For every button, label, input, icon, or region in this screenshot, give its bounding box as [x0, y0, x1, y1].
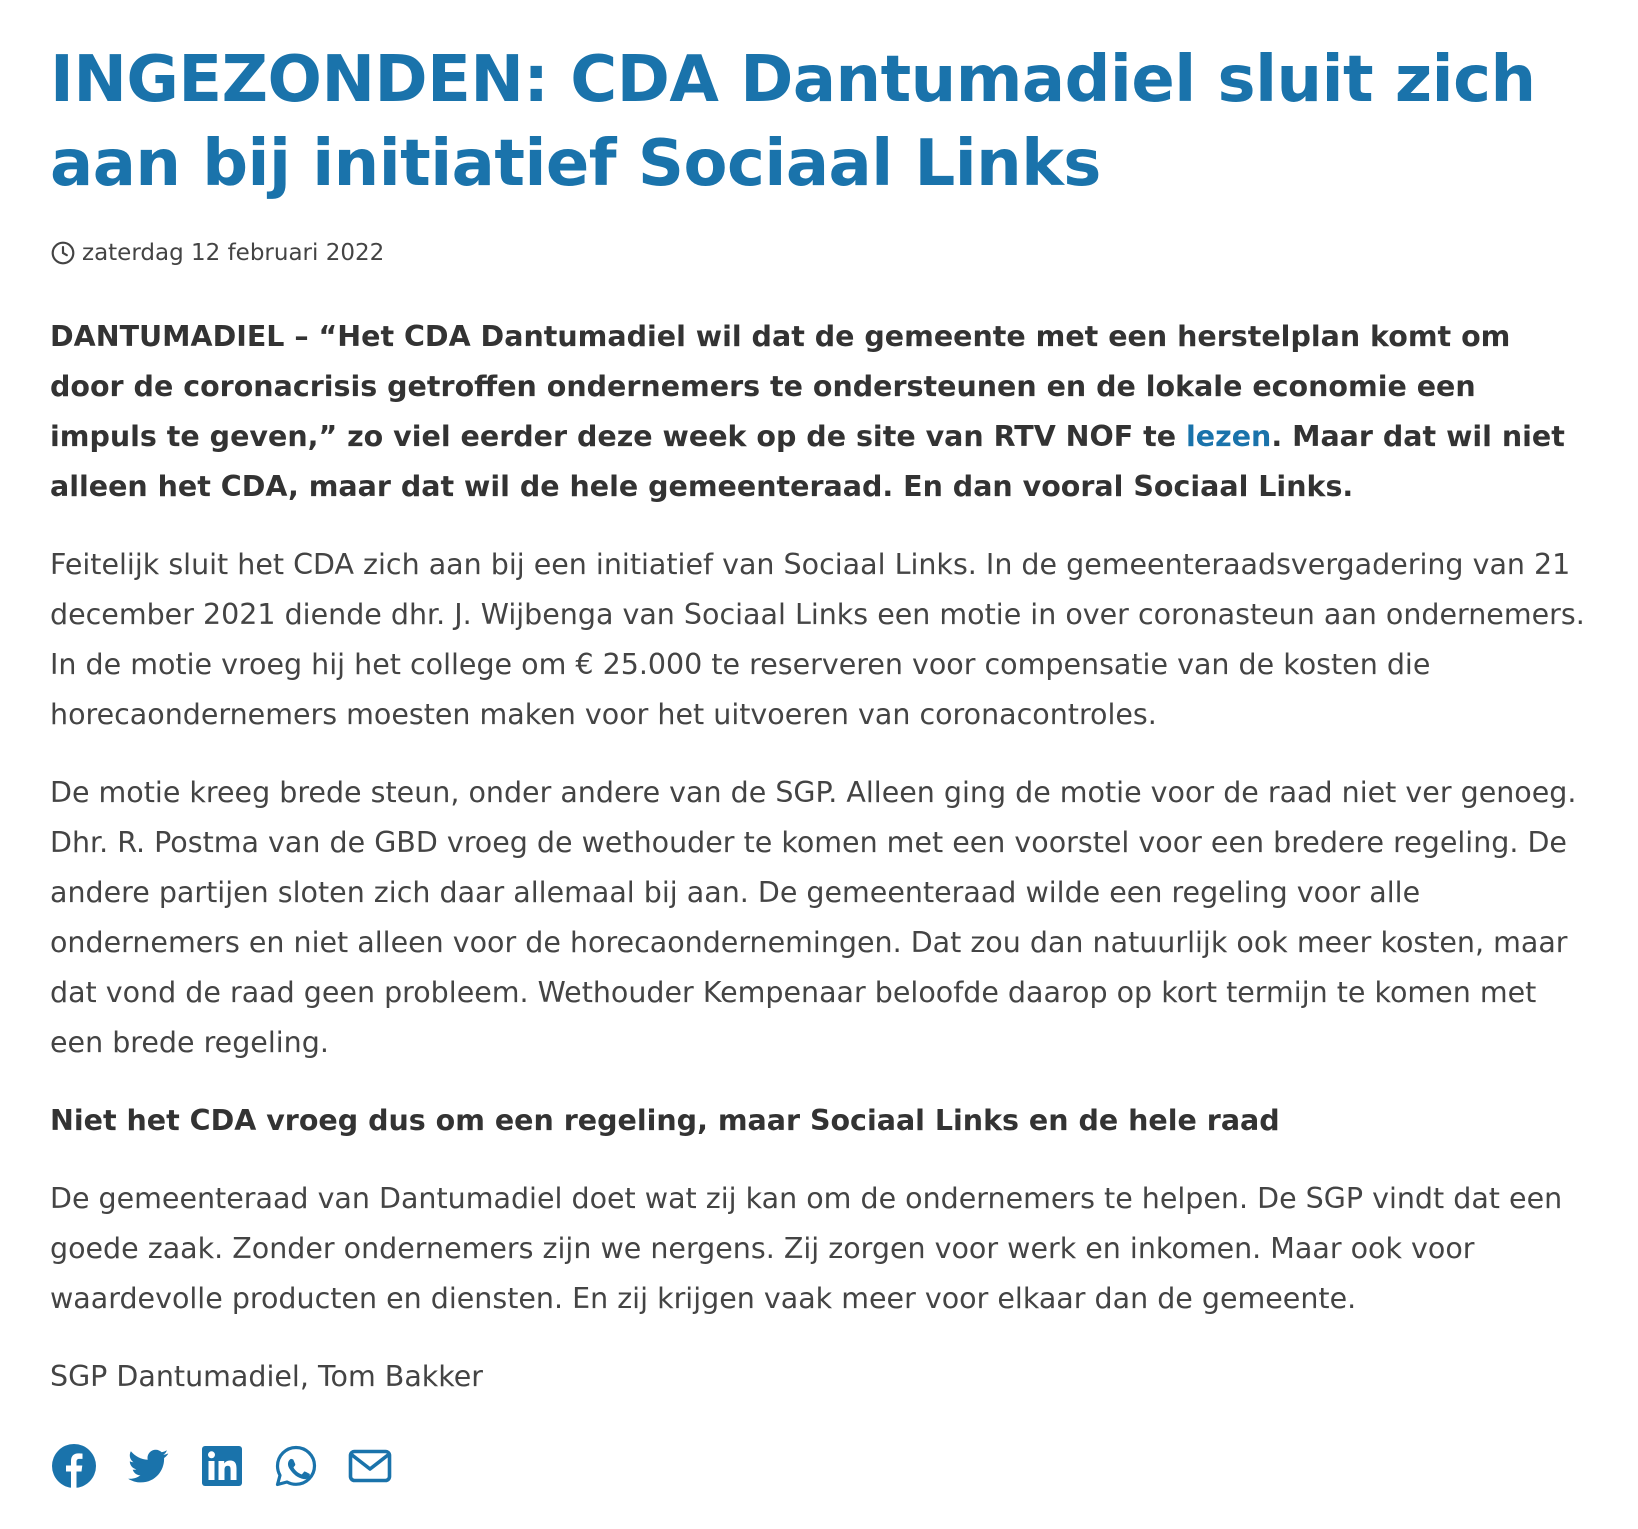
intro-text-end: . Maar dat wil niet alleen het CDA, maar dat wil de hele gemeenteraad. En dan vooral Sociaal Links.	[50, 420, 1565, 503]
share-bar	[50, 1442, 1586, 1490]
share-whatsapp-button[interactable]	[272, 1442, 320, 1490]
twitter-icon	[124, 1442, 172, 1490]
clock-icon	[50, 240, 76, 266]
article-title: INGEZONDEN: CDA Dantumadiel sluit zich aan bij initiatief Sociaal Links	[50, 43, 1536, 201]
paragraph-2: De motie kreeg brede steun, onder andere van de SGP. Alleen ging de motie voor de raad niet ver genoeg. Dhr. R. Postma van de GBD vroeg de wethouder te komen met een voorstel voor een bredere regeling. De andere partijen sloten zich daar allemaal bij aan. De gemeenteraad wilde een regeling voor alle ondernemers en niet alleen voor de horecaondernemingen. Dat zou dan natuurlijk ook meer kosten, maar dat vond de raad geen probleem. Wethouder Kempenaar beloofde daarop op kort termijn te komen met een brede regeling.	[50, 776, 1577, 1059]
article-meta	[50, 240, 1586, 266]
mail-icon	[346, 1442, 394, 1490]
whatsapp-icon	[272, 1442, 320, 1490]
signature: SGP Dantumadiel, Tom Bakker	[50, 1360, 484, 1393]
intro-text-start: DANTUMADIEL – “Het CDA Dantumadiel wil dat de gemeente met een herstelplan komt om door de coronacrisis getroffen ondernemers te ondersteunen en de lokale economie een impuls te geven,” zo viel eerder deze week op de site van RTV NOF te	[50, 320, 1511, 453]
share-facebook-button[interactable]	[50, 1442, 98, 1490]
facebook-icon	[50, 1442, 98, 1490]
article-intro	[50, 312, 1586, 512]
linkedin-icon	[198, 1442, 246, 1490]
paragraph-3: De gemeenteraad van Dantumadiel doet wat zij kan om de ondernemers te helpen. De SGP vindt dat een goede zaak. Zonder ondernemers zijn we nergens. Zij zorgen voor werk en inkomen. Maar ook voor waardevolle producten en diensten. En zij krijgen vaak meer voor elkaar dan de gemeente.	[50, 1182, 1563, 1315]
lezen-link[interactable]: lezen	[1186, 420, 1272, 453]
subheading: Niet het CDA vroeg dus om een regeling, maar Sociaal Links en de hele raad	[50, 1104, 1280, 1137]
article-date: zaterdag 12 februari 2022	[82, 240, 385, 266]
paragraph-1: Feitelijk sluit het CDA zich aan bij een initiatief van Sociaal Links. In de gemeenteraadsvergadering van 21 december 2021 diende dhr. J. Wijbenga van Sociaal Links een motie in over coronasteun aan ondernemers. In de motie vroeg hij het college om € 25.000 te reserveren voor compensatie van de kosten die horecaondernemers moesten maken voor het uitvoeren van coronacontroles.	[50, 548, 1585, 731]
share-linkedin-button[interactable]	[198, 1442, 246, 1490]
share-twitter-button[interactable]	[124, 1442, 172, 1490]
share-mail-button[interactable]	[346, 1442, 394, 1490]
